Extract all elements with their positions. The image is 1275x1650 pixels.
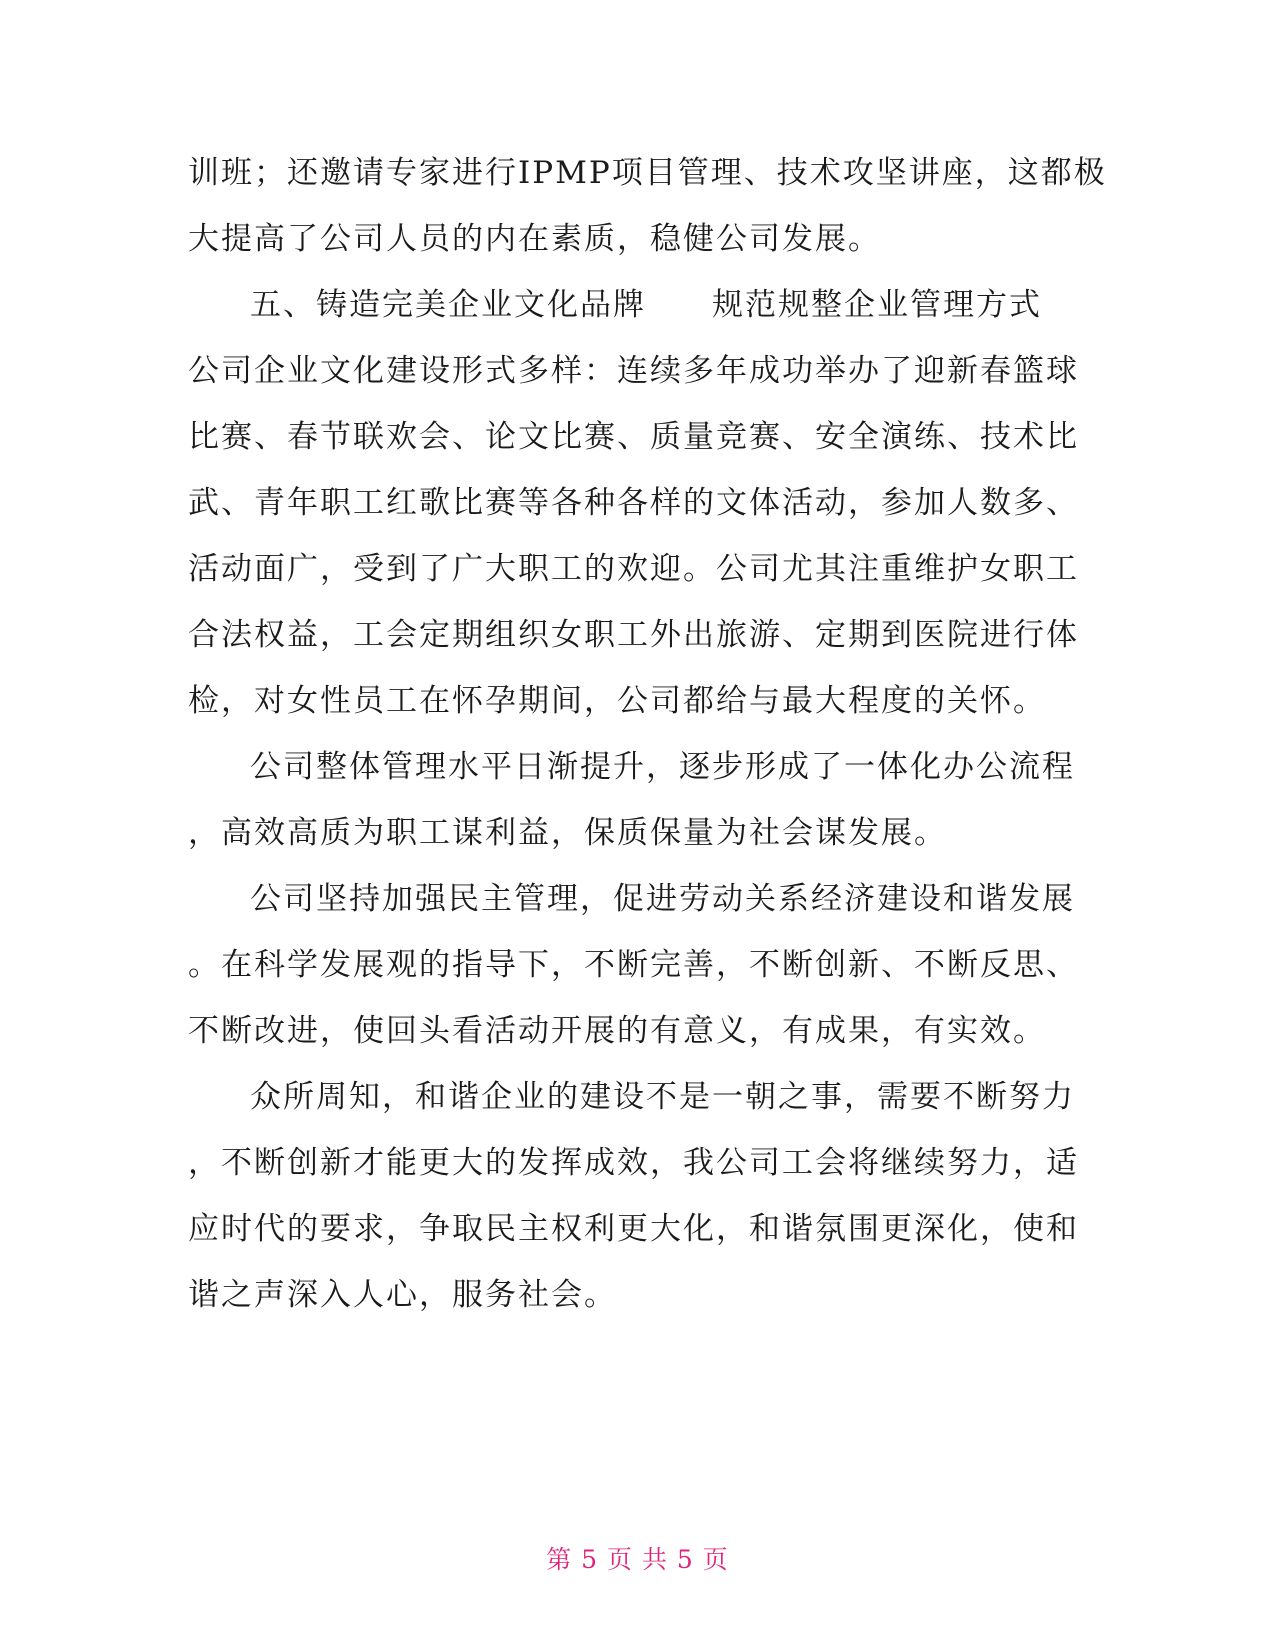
text-line: ，高效高质为职工谋利益，保质保量为社会谋发展。 <box>188 815 947 851</box>
text-line: 武、青年职工红歌比赛等各种各样的文体活动，参加人数多、 <box>188 485 1079 521</box>
document-body <box>188 140 1107 1328</box>
page-number: 第 5 页 共 5 页 <box>546 1545 729 1574</box>
text-line: 训班；还邀请专家进行IPMP项目管理、技术攻坚讲座，这都极 <box>188 155 1107 191</box>
text-line: 检，对女性员工在怀孕期间，公司都给与最大程度的关怀。 <box>188 683 1046 719</box>
text-line: 公司整体管理水平日渐提升，逐步形成了一体化办公流程 <box>250 749 1075 785</box>
section-heading: 五、铸造完美企业文化品牌 规范规整企业管理方式 <box>250 287 1042 323</box>
text-line: 大提高了公司人员的内在素质，稳健公司发展。 <box>188 221 881 257</box>
text-line: 众所周知，和谐企业的建设不是一朝之事，需要不断努力 <box>250 1079 1075 1115</box>
text-line: 不断改进，使回头看活动开展的有意义，有成果，有实效。 <box>188 1013 1046 1049</box>
text-line: 。在科学发展观的指导下，不断完善，不断创新、不断反思、 <box>188 947 1079 983</box>
text-line: 活动面广，受到了广大职工的欢迎。公司尤其注重维护女职工 <box>188 551 1079 587</box>
text-line: 公司坚持加强民主管理，促进劳动关系经济建设和谐发展 <box>250 881 1075 917</box>
text-line: 谐之声深入人心，服务社会。 <box>188 1277 617 1313</box>
text-line: 比赛、春节联欢会、论文比赛、质量竞赛、安全演练、技术比 <box>188 419 1079 455</box>
text-line: 应时代的要求，争取民主权利更大化，和谐氛围更深化，使和 <box>188 1211 1079 1247</box>
text-line: 合法权益，工会定期组织女职工外出旅游、定期到医院进行体 <box>188 617 1079 653</box>
text-line: 公司企业文化建设形式多样：连续多年成功举办了迎新春篮球 <box>188 353 1079 389</box>
text-line: ，不断创新才能更大的发挥成效，我公司工会将继续努力，适 <box>188 1145 1079 1181</box>
